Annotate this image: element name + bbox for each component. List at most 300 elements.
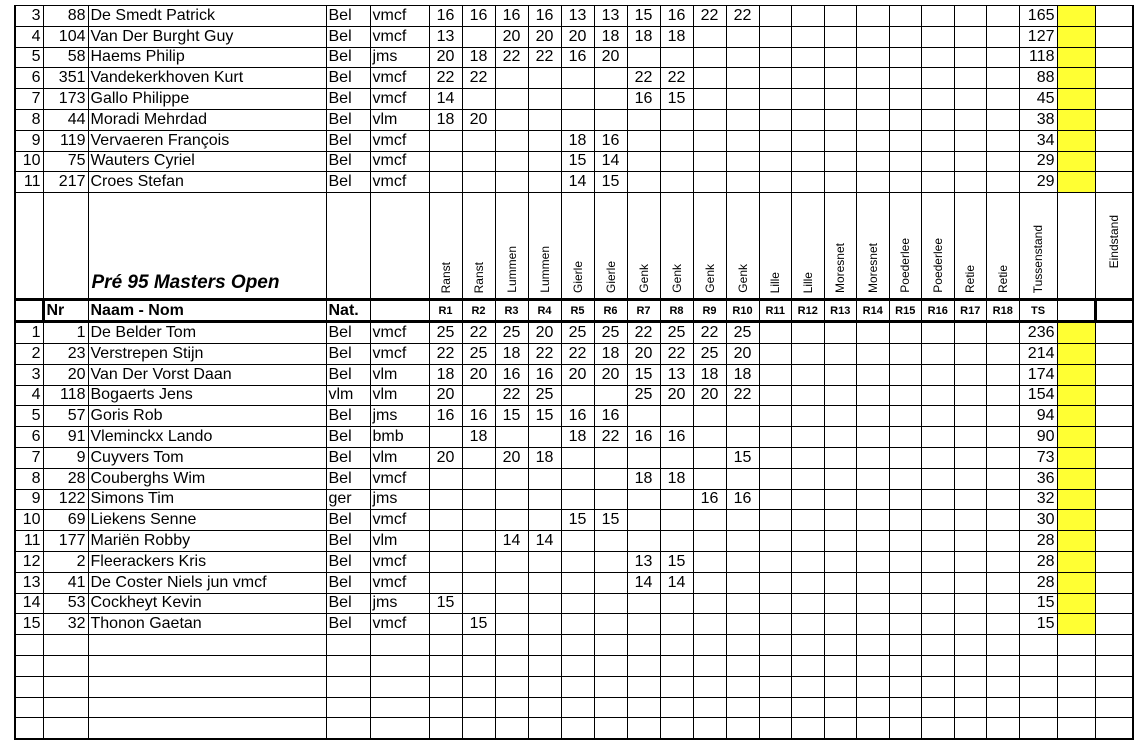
round-header: R2 [462,300,495,322]
round-score-cell [660,489,693,510]
blank-cell [43,193,88,300]
round-score-cell: 16 [495,6,528,27]
club-cell: jms [370,406,429,427]
final-cell [1095,6,1133,27]
ts-header [1019,193,1057,300]
round-score-cell: 16 [726,489,759,510]
round-score-cell: 14 [429,89,462,110]
club-cell: vmcf [370,26,429,47]
name-cell: Vleminckx Lando [88,427,326,448]
empty-cell [824,676,857,697]
round-score-cell: 22 [462,68,495,89]
empty-cell [1095,655,1133,676]
round-score-cell [922,172,955,193]
round-score-cell [954,47,987,68]
empty-cell [43,635,88,656]
round-score-cell [922,364,955,385]
round-score-cell: 20 [561,364,594,385]
round-score-cell [759,406,792,427]
round-score-cell [627,593,660,614]
name-cell: Cockheyt Kevin [88,593,326,614]
club-cell: bmb [370,427,429,448]
round-score-cell: 16 [660,6,693,27]
table-row [15,6,1133,27]
round-score-cell [987,489,1020,510]
round-header: R5 [561,300,594,322]
round-score-cell [660,47,693,68]
round-score-cell [889,489,922,510]
round-score-cell [528,109,561,130]
round-score-cell [792,151,825,172]
position-cell: 12 [15,551,43,572]
final-cell [1095,385,1133,406]
number-cell: 75 [43,151,88,172]
empty-cell [370,676,429,697]
nationality-cell: Bel [326,47,370,68]
round-score-cell [759,447,792,468]
round-score-cell [693,68,726,89]
round-score-cell [824,447,857,468]
table-row [15,47,1133,68]
round-header: R3 [495,300,528,322]
empty-cell [1095,718,1133,739]
round-score-cell [693,130,726,151]
round-score-cell [759,427,792,448]
round-header: R16 [922,300,955,322]
empty-cell [726,635,759,656]
round-score-cell [792,68,825,89]
round-score-cell [429,489,462,510]
empty-cell [462,697,495,718]
round-score-cell [759,614,792,635]
venue-label: Genk [669,264,684,294]
final-cell [1095,109,1133,130]
empty-cell [792,697,825,718]
round-score-cell [429,427,462,448]
venue-header [693,193,726,300]
round-score-cell [660,109,693,130]
empty-cell [759,655,792,676]
venue-header [889,193,922,300]
round-score-cell [561,489,594,510]
blank-cell [1057,193,1095,300]
round-score-cell [693,614,726,635]
round-score-cell: 22 [429,68,462,89]
round-score-cell [857,89,890,110]
round-score-cell [495,593,528,614]
table-row [15,468,1133,489]
empty-cell [759,635,792,656]
empty-cell [1095,635,1133,656]
round-score-cell [954,68,987,89]
empty-cell [326,635,370,656]
round-score-cell: 16 [462,406,495,427]
round-score-cell [922,151,955,172]
club-cell: vlm [370,447,429,468]
section-header-row [15,193,1133,300]
final-title-label: Eindstand [1106,215,1121,269]
empty-cell [594,697,627,718]
venue-label: Lille [768,271,783,294]
club-cell: vmcf [370,572,429,593]
venue-label: Moresnet [865,243,880,294]
number-cell: 91 [43,427,88,448]
final-cell [1095,447,1133,468]
round-score-cell [594,551,627,572]
round-score-cell: 25 [726,322,759,344]
name-cell: Wauters Cyriel [88,151,326,172]
round-score-cell [759,385,792,406]
empty-cell [594,635,627,656]
round-score-cell [561,531,594,552]
empty-cell [1057,635,1095,656]
round-score-cell: 20 [462,364,495,385]
round-score-cell [528,468,561,489]
round-score-cell [561,447,594,468]
empty-cell [462,635,495,656]
round-score-cell [528,130,561,151]
round-score-cell [462,551,495,572]
nationality-cell: Bel [326,593,370,614]
venue-header [462,193,495,300]
round-score-cell [693,89,726,110]
empty-cell [528,635,561,656]
empty-cell [987,676,1020,697]
empty-cell [792,676,825,697]
round-score-cell [759,322,792,344]
empty-cell [857,655,890,676]
venue-header [954,193,987,300]
round-score-cell: 22 [495,385,528,406]
highlight-cell [1057,385,1095,406]
name-cell: Couberghs Wim [88,468,326,489]
section-title: Pré 95 Masters Open [88,193,326,300]
round-score-cell: 18 [627,468,660,489]
round-score-cell: 22 [627,322,660,344]
round-score-cell [726,26,759,47]
empty-cell [1095,697,1133,718]
round-score-cell [594,468,627,489]
round-score-cell [528,89,561,110]
round-score-cell [660,130,693,151]
empty-cell [429,697,462,718]
table-row [15,89,1133,110]
round-score-cell [889,89,922,110]
empty-cell [594,718,627,739]
round-score-cell [954,385,987,406]
round-score-cell [693,406,726,427]
name-cell: Vervaeren François [88,130,326,151]
highlight-cell [1057,26,1095,47]
round-score-cell: 16 [594,130,627,151]
round-score-cell [922,572,955,593]
round-score-cell [987,6,1020,27]
empty-cell [462,718,495,739]
round-score-cell [922,468,955,489]
club-cell: vmcf [370,68,429,89]
name-cell: Verstrepen Stijn [88,343,326,364]
round-score-cell [627,172,660,193]
round-score-cell [889,343,922,364]
round-score-cell [857,510,890,531]
round-score-cell [824,26,857,47]
total-cell: 28 [1019,551,1057,572]
round-score-cell: 16 [693,489,726,510]
round-score-cell [824,551,857,572]
empty-cell [1019,697,1057,718]
round-score-cell [429,551,462,572]
highlight-cell [1057,406,1095,427]
round-score-cell [922,489,955,510]
empty-cell [922,655,955,676]
round-score-cell [824,322,857,344]
highlight-cell [1057,427,1095,448]
round-score-cell [987,447,1020,468]
round-score-cell [594,593,627,614]
round-score-cell [726,68,759,89]
round-score-cell [759,489,792,510]
empty-cell [1057,718,1095,739]
empty-cell [528,676,561,697]
venue-header [759,193,792,300]
blank-cell [15,300,43,322]
nationality-cell: Bel [326,614,370,635]
venue-header [824,193,857,300]
round-score-cell [889,130,922,151]
round-score-cell [726,468,759,489]
round-score-cell [792,385,825,406]
round-score-cell [528,551,561,572]
round-score-cell [857,130,890,151]
name-cell: Simons Tim [88,489,326,510]
venue-label: Ranst [471,261,486,294]
final-header [1095,193,1133,300]
round-score-cell [889,6,922,27]
highlight-cell [1057,130,1095,151]
empty-cell [726,676,759,697]
nationality-cell: Bel [326,427,370,448]
round-score-cell [759,68,792,89]
venue-header [792,193,825,300]
nationality-cell: ger [326,489,370,510]
number-cell: 2 [43,551,88,572]
round-score-cell [594,489,627,510]
round-score-cell [759,130,792,151]
round-score-cell [954,593,987,614]
round-score-cell [987,572,1020,593]
round-score-cell [495,510,528,531]
empty-cell [429,635,462,656]
round-score-cell: 16 [528,364,561,385]
round-score-cell [726,130,759,151]
name-cell: Mariën Robby [88,531,326,552]
club-cell: vlm [370,109,429,130]
round-score-cell: 15 [561,151,594,172]
empty-cell [15,676,43,697]
round-score-cell [660,151,693,172]
number-cell: 20 [43,364,88,385]
empty-cell [726,718,759,739]
empty-cell [370,635,429,656]
round-score-cell [726,593,759,614]
round-score-cell [726,531,759,552]
final-cell [1095,47,1133,68]
table-row [15,130,1133,151]
round-score-cell [561,551,594,572]
final-cell [1095,68,1133,89]
round-score-cell: 15 [594,172,627,193]
round-score-cell [954,364,987,385]
final-cell [1095,364,1133,385]
position-cell: 7 [15,447,43,468]
round-score-cell [759,593,792,614]
round-score-cell: 14 [561,172,594,193]
empty-cell [693,635,726,656]
empty-cell [792,655,825,676]
round-score-cell [922,68,955,89]
round-score-cell: 20 [462,109,495,130]
round-score-cell [857,6,890,27]
name-cell: Bogaerts Jens [88,385,326,406]
round-score-cell [594,572,627,593]
number-cell: 351 [43,68,88,89]
round-score-cell: 22 [726,385,759,406]
round-score-cell: 20 [660,385,693,406]
round-score-cell [495,468,528,489]
round-score-cell [660,614,693,635]
round-header: R17 [954,300,987,322]
round-score-cell [922,47,955,68]
round-score-cell [857,343,890,364]
name-cell: Vandekerkhoven Kurt [88,68,326,89]
round-header: R18 [987,300,1020,322]
final-cell [1095,26,1133,47]
round-score-cell [922,89,955,110]
round-score-cell: 13 [627,551,660,572]
empty-cell [693,718,726,739]
round-score-cell [429,151,462,172]
position-cell: 15 [15,614,43,635]
highlight-cell [1057,364,1095,385]
empty-cell [693,697,726,718]
nationality-cell: Bel [326,551,370,572]
empty-cell [326,718,370,739]
empty-row [15,718,1133,739]
empty-cell [660,697,693,718]
round-score-cell: 18 [594,26,627,47]
round-score-cell [954,531,987,552]
final-cell [1095,531,1133,552]
round-score-cell [792,130,825,151]
round-score-cell: 15 [429,593,462,614]
round-score-cell [954,572,987,593]
round-score-cell [824,531,857,552]
empty-cell [429,676,462,697]
round-score-cell [594,68,627,89]
round-score-cell [528,427,561,448]
round-score-cell: 25 [495,322,528,344]
round-score-cell [495,68,528,89]
empty-cell [954,635,987,656]
round-score-cell: 22 [627,68,660,89]
round-score-cell: 18 [462,47,495,68]
nr-header: Nr [43,300,88,322]
table-row [15,26,1133,47]
empty-cell [561,655,594,676]
name-cell: De Belder Tom [88,322,326,344]
round-score-cell: 22 [594,427,627,448]
total-cell: 90 [1019,427,1057,448]
round-score-cell [857,322,890,344]
empty-cell [594,655,627,676]
total-cell: 88 [1019,68,1057,89]
empty-cell [693,655,726,676]
name-cell: Goris Rob [88,406,326,427]
empty-cell [1095,676,1133,697]
table-row [15,68,1133,89]
total-cell: 154 [1019,385,1057,406]
round-score-cell: 20 [726,343,759,364]
round-score-cell [792,614,825,635]
round-score-cell [824,468,857,489]
empty-cell [954,655,987,676]
total-cell: 165 [1019,6,1057,27]
round-score-cell [495,172,528,193]
round-score-cell [660,447,693,468]
round-score-cell [561,385,594,406]
round-score-cell [495,130,528,151]
round-score-cell [987,26,1020,47]
round-score-cell [759,364,792,385]
number-cell: 32 [43,614,88,635]
round-score-cell [857,151,890,172]
round-score-cell: 16 [561,406,594,427]
position-cell: 6 [15,427,43,448]
round-score-cell [954,26,987,47]
round-score-cell [922,614,955,635]
final-cell [1095,468,1133,489]
round-score-cell [660,510,693,531]
table-row [15,406,1133,427]
round-score-cell [889,172,922,193]
round-score-cell [857,614,890,635]
name-cell: Van Der Vorst Daan [88,364,326,385]
round-score-cell: 18 [726,364,759,385]
round-score-cell: 18 [429,109,462,130]
round-score-cell [759,572,792,593]
round-score-cell [857,489,890,510]
round-score-cell: 20 [561,26,594,47]
total-cell: 28 [1019,531,1057,552]
number-cell: 9 [43,447,88,468]
round-score-cell: 22 [660,68,693,89]
empty-cell [561,697,594,718]
round-score-cell [857,551,890,572]
empty-cell [429,718,462,739]
round-score-cell [627,447,660,468]
round-score-cell [726,109,759,130]
name-cell: Fleerackers Kris [88,551,326,572]
final-cell [1095,151,1133,172]
total-cell: 94 [1019,406,1057,427]
round-score-cell: 16 [627,89,660,110]
position-cell: 11 [15,531,43,552]
highlight-cell [1057,343,1095,364]
round-score-cell [462,26,495,47]
round-score-cell [954,172,987,193]
round-score-cell [792,364,825,385]
round-score-cell: 16 [528,6,561,27]
